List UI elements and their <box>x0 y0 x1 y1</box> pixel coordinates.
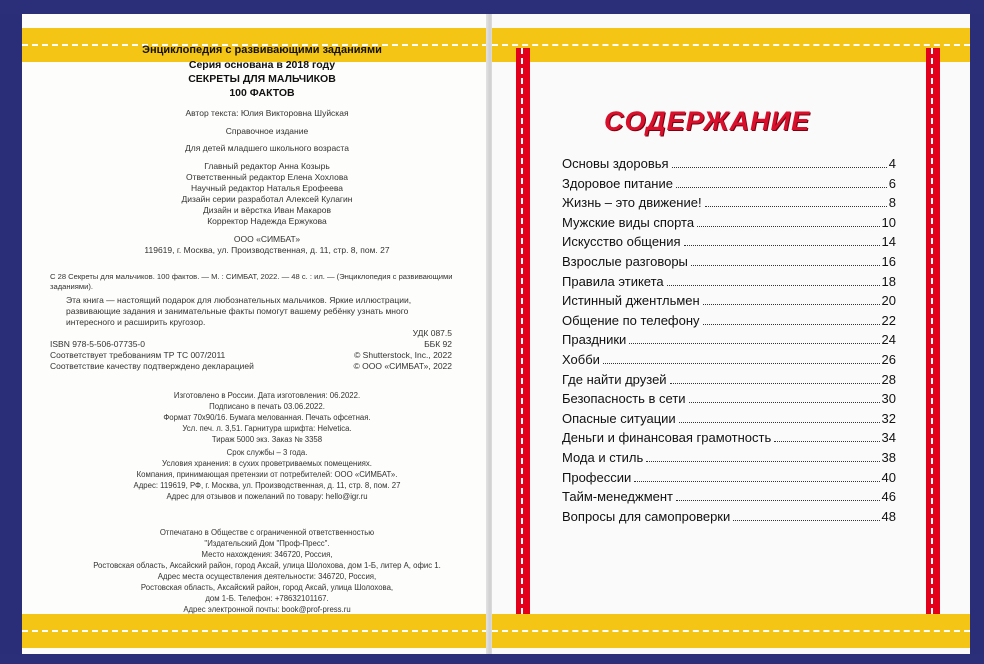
series-founded: Серия основана в 2018 году <box>188 59 336 71</box>
contents-entry <box>562 332 896 352</box>
contents-entry-page: 8 <box>888 195 896 211</box>
udk-code: УДК 087.5 <box>412 328 452 338</box>
cover-edge-right <box>970 14 984 654</box>
contents-leader-dots <box>689 402 880 403</box>
contents-entry <box>562 293 896 313</box>
contents-entry-label: Мода и стиль <box>562 449 644 465</box>
production-line: Срок службы – 3 года. <box>226 448 308 457</box>
contents-entry <box>562 254 896 274</box>
red-ribbon-right <box>926 48 940 614</box>
catalog-entry-cont: заданиями). <box>50 282 94 291</box>
contents-leader-dots <box>676 500 880 501</box>
contents-entry-page: 24 <box>881 332 896 348</box>
staff-line: Научный редактор Наталья Ерофеева <box>190 183 344 193</box>
staff-line: Дизайн серии разработал Алексей Кулагин <box>181 194 353 204</box>
contents-entry-label: Жизнь – это движение! <box>562 195 702 211</box>
contents-entry-label: Безопасность в сети <box>562 391 686 407</box>
contents-entry-label: Тайм-менеджмент <box>562 489 673 505</box>
production-line: Изготовлено в России. Дата изготовления: 06.2022. <box>173 391 361 400</box>
printer-line: дом 1-Б. Телефон: +78632101167. <box>205 594 329 603</box>
imprint-page <box>22 14 488 654</box>
contents-entry-page: 14 <box>881 234 896 250</box>
contents-leader-dots <box>603 363 880 364</box>
contents-entry-label: Опасные ситуации <box>562 410 676 426</box>
contents-leader-dots <box>667 285 880 286</box>
contents-leader-dots <box>676 187 887 188</box>
contents-entry-label: Праздники <box>562 332 627 348</box>
contents-leader-dots <box>672 167 887 168</box>
contents-entry-label: Искусство общения <box>562 234 681 250</box>
contents-leader-dots <box>733 520 879 521</box>
isbn: ISBN 978-5-506-07735-0 <box>50 339 145 349</box>
contents-entry-page: 22 <box>881 312 896 328</box>
contents-entry <box>562 430 896 450</box>
annotation-line: Эта книга — настоящий подарок для любознательных мальчиков. Яркие иллюстрации, <box>66 295 412 305</box>
contents-entry-label: Здоровое питание <box>562 175 673 191</box>
contents-leader-dots <box>634 481 879 482</box>
printer-line: Адрес места осуществления деятельности: 346720, Россия, <box>157 572 377 581</box>
contents-entry-page: 30 <box>881 391 896 407</box>
production-line: Формат 70x90/16. Бумага мелованная. Печать офсетная. <box>163 413 371 422</box>
contents-leader-dots <box>684 245 880 246</box>
yellow-band-bottom <box>492 614 970 648</box>
contents-leader-dots <box>670 383 880 384</box>
book-title: СЕКРЕТЫ ДЛЯ МАЛЬЧИКОВ <box>188 73 336 85</box>
printer-line: Ростовская область, Аксайский район, город Аксай, улица Шолохова, дом 1-Б, литер А, офис 1. <box>93 561 441 570</box>
author-line: Автор текста: Юлия Викторовна Шуйская <box>185 108 349 118</box>
contents-entry <box>562 470 896 490</box>
contents-leader-dots <box>691 265 880 266</box>
contents-entry-label: Правила этикета <box>562 273 664 289</box>
contents-entry-page: 18 <box>881 273 896 289</box>
book-subtitle: 100 ФАКТОВ <box>229 87 295 99</box>
contents-entry <box>562 509 896 529</box>
cover-edge-left <box>0 14 22 654</box>
contents-entry-label: Где найти друзей <box>562 371 667 387</box>
contents-list <box>562 156 896 528</box>
copyright-shutterstock: © Shutterstock, Inc., 2022 <box>354 350 452 360</box>
publisher-name: ООО «СИМБАТ» <box>233 234 301 244</box>
contents-entry-label: Истинный джентльмен <box>562 293 700 309</box>
contents-leader-dots <box>774 441 879 442</box>
contents-page <box>492 14 970 654</box>
contents-entry-page: 46 <box>881 489 896 505</box>
contents-entry <box>562 215 896 235</box>
contents-entry-label: Вопросы для самопроверки <box>562 508 731 524</box>
bbk-code: ББК 92 <box>424 339 452 349</box>
production-line: Усл. печ. л. 3,51. Гарнитура шрифта: Helvetica. <box>182 424 352 433</box>
contents-entry-page: 28 <box>881 371 896 387</box>
contents-entry <box>562 176 896 196</box>
staff-line: Дизайн и вёрстка Иван Макаров <box>203 205 331 215</box>
yellow-band-bottom <box>22 614 488 648</box>
contents-entry <box>562 274 896 294</box>
contents-entry-label: Профессии <box>562 469 632 485</box>
contents-entry <box>562 489 896 509</box>
contents-title: СОДЕРЖАНИЕ <box>604 106 811 136</box>
contents-leader-dots <box>697 226 879 227</box>
production-line: Адрес для отзывов и пожеланий по товару: hello@igr.ru <box>166 492 368 501</box>
contents-entry <box>562 156 896 176</box>
production-line: Тираж 5000 экз. Заказ № 3358 <box>211 435 323 444</box>
contents-entry-page: 40 <box>881 469 896 485</box>
contents-entry-page: 20 <box>881 293 896 309</box>
contents-entry-label: Мужские виды спорта <box>562 214 695 230</box>
staff-line: Корректор Надежда Ержукова <box>207 216 327 226</box>
annotation-line: развивающие задания и занимательные факты помогут вашему ребёнку узнать много <box>66 306 409 316</box>
contents-entry <box>562 372 896 392</box>
production-line: Компания, принимающая претензии от потребителей: ООО «СИМБАТ». <box>136 470 398 479</box>
contents-entry-label: Общение по телефону <box>562 312 700 328</box>
contents-entry <box>562 313 896 333</box>
contents-entry-page: 26 <box>881 351 896 367</box>
tr-ts-compliance: Соответствует требованиям ТР ТС 007/2011 <box>50 350 226 360</box>
contents-leader-dots <box>703 324 880 325</box>
printer-line: Место нахождения: 346720, Россия, <box>201 550 333 559</box>
series-title: Энциклопедия с развивающими заданиями <box>142 44 382 56</box>
contents-entry <box>562 411 896 431</box>
catalog-entry: С 28 Секреты для мальчиков. 100 фактов. — М. : СИМБАТ, 2022. — 48 с. : ил. — (Энциклопедия с развивающими <box>50 272 453 281</box>
production-line: Адрес: 119619, РФ, г. Москва, ул. Производственная, д. 11, стр. 8, пом. 27 <box>133 481 401 490</box>
contents-leader-dots <box>703 304 880 305</box>
contents-entry <box>562 391 896 411</box>
contents-entry-page: 34 <box>881 430 896 446</box>
contents-leader-dots <box>646 461 879 462</box>
contents-entry-label: Хобби <box>562 351 600 367</box>
contents-entry-page: 48 <box>881 508 896 524</box>
audience-line: Для детей младшего школьного возраста <box>185 143 349 153</box>
contents-leader-dots <box>629 343 879 344</box>
contents-entry <box>562 195 896 215</box>
contents-entry <box>562 450 896 470</box>
production-line: Условия хранения: в сухих проветриваемых помещениях. <box>162 459 372 468</box>
contents-entry-page: 6 <box>888 175 896 191</box>
yellow-band-top <box>492 28 970 62</box>
contents-entry-label: Основы здоровья <box>562 156 669 171</box>
staff-line: Ответственный редактор Елена Хохлова <box>186 172 348 182</box>
staff-line: Главный редактор Анна Козырь <box>204 161 330 171</box>
contents-entry-page: 10 <box>881 214 896 230</box>
contents-leader-dots <box>705 206 887 207</box>
contents-entry <box>562 352 896 372</box>
copyright-simbat: © ООО «СИМБАТ», 2022 <box>353 361 452 371</box>
contents-entry-label: Деньги и финансовая грамотность <box>562 430 772 446</box>
printer-line: "Издательский Дом "Проф-Пресс". <box>204 539 330 548</box>
printer-line: Ростовская область, Аксайский район, город Аксай, улица Шолохова, <box>140 583 394 592</box>
contents-entry <box>562 234 896 254</box>
contents-entry-label: Взрослые разговоры <box>562 253 688 269</box>
contents-entry-page: 38 <box>881 449 896 465</box>
publisher-address: 119619, г. Москва, ул. Производственная, д. 11, стр. 8, пом. 27 <box>144 245 390 255</box>
edition-type: Справочное издание <box>225 126 309 136</box>
contents-entry-page: 32 <box>881 410 896 426</box>
contents-entry-page: 4 <box>888 156 896 171</box>
contents-leader-dots <box>679 422 880 423</box>
printer-line: Отпечатано в Обществе с ограниченной ответственностью <box>159 528 375 537</box>
contents-entry-page: 16 <box>881 253 896 269</box>
production-line: Подписано в печать 03.06.2022. <box>209 402 325 411</box>
printer-line: Адрес электронной почты: book@prof-press.ru <box>183 605 351 614</box>
annotation-line: интересного и расширить кругозор. <box>66 317 206 327</box>
red-ribbon-left <box>516 48 530 614</box>
quality-declaration: Соответствие качеству подтверждено декларацией <box>50 361 254 371</box>
